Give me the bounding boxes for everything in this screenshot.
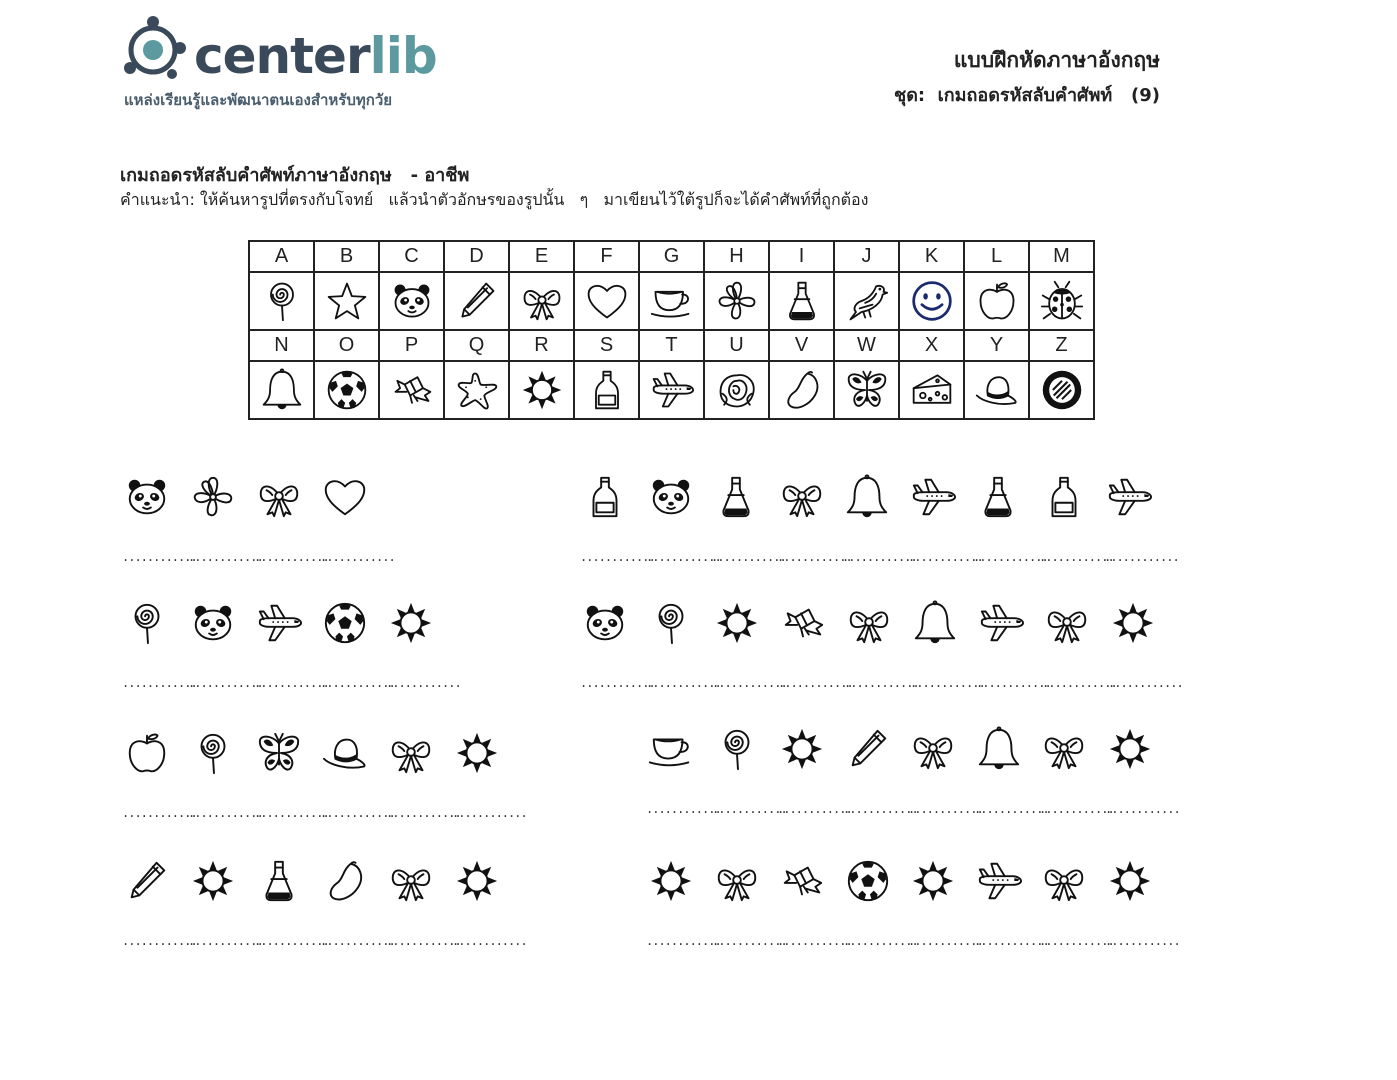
centerlib-logo: [120, 14, 450, 114]
answer-blank[interactable]: ............: [320, 934, 395, 948]
puzzle-cell: [320, 858, 395, 968]
puzzle-cell: [122, 600, 197, 710]
puzzle-cell: [843, 858, 918, 968]
puzzle-cell: [122, 858, 197, 968]
answer-blank[interactable]: ............: [122, 676, 197, 690]
key-letter: V: [769, 330, 834, 361]
key-letter: E: [509, 241, 574, 272]
puzzle-cell: [777, 726, 852, 836]
answer-blank[interactable]: ............: [188, 550, 263, 564]
key-icon-cell: [769, 272, 834, 330]
airplane-icon: [640, 368, 703, 412]
puzzle-cell: [188, 730, 263, 840]
answer-blank[interactable]: ............: [1042, 676, 1117, 690]
puzzle-cell: [1105, 858, 1180, 968]
key-icon-cell: [834, 361, 899, 419]
puzzle-cell: [646, 600, 721, 710]
puzzle-cell: [386, 858, 461, 968]
key-icon-cell: [314, 361, 379, 419]
answer-blank[interactable]: ............: [908, 934, 983, 948]
key-icon-cell: [1029, 272, 1094, 330]
puzzle-cell: [712, 858, 787, 968]
key-letter: N: [249, 330, 314, 361]
puzzle-cell: [646, 858, 721, 968]
key-icon-cell: [379, 361, 444, 419]
key-letters-row-1: [249, 241, 1094, 272]
puzzle-cell: [320, 730, 395, 840]
puzzle-cell: [778, 600, 853, 710]
key-letters-row-2: [249, 330, 1094, 361]
key-icon-cell: [509, 361, 574, 419]
cheese-icon: [900, 368, 963, 412]
ladybug-icon: [1030, 279, 1093, 323]
key-icon-cell: [509, 272, 574, 330]
key-icon-cell: [444, 272, 509, 330]
answer-blank[interactable]: ............: [712, 676, 787, 690]
answer-blank[interactable]: ............: [712, 934, 787, 948]
puzzle-cell: [386, 600, 461, 710]
key-icon-cell: [314, 272, 379, 330]
answer-blank[interactable]: ............: [254, 806, 329, 820]
puzzle-cell: [973, 474, 1048, 584]
answer-blank[interactable]: ............: [843, 934, 918, 948]
worksheet-series: ชุด: เกมถอดรหัสลับคำศัพท์ (9): [893, 85, 1160, 106]
heart-icon: [575, 279, 638, 323]
answer-blank[interactable]: ............: [1039, 550, 1114, 564]
puzzle-cell: [976, 600, 1051, 710]
no-sign-icon: [1030, 368, 1093, 412]
answer-blank[interactable]: ............: [1104, 550, 1179, 564]
answer-blank[interactable]: ............: [254, 550, 329, 564]
answer-blank[interactable]: ............: [122, 806, 197, 820]
puzzle-cell: [711, 474, 786, 584]
soccer-ball-icon: [315, 368, 378, 412]
key-icon-cell: [964, 272, 1029, 330]
centerlib-logo-icon: [120, 14, 190, 86]
key-icon-cell: [639, 361, 704, 419]
puzzle-cell: [1039, 726, 1114, 836]
answer-blank[interactable]: ............: [777, 550, 852, 564]
puzzle-cell: [1039, 474, 1114, 584]
answer-blank[interactable]: ............: [976, 676, 1051, 690]
puzzle-cell: [122, 730, 197, 840]
puzzle-cell: [188, 474, 263, 584]
puzzle-cell: [646, 726, 721, 836]
star-icon: [315, 279, 378, 323]
flower-icon: [705, 279, 768, 323]
answer-blank[interactable]: ............: [646, 934, 721, 948]
answer-blank[interactable]: ............: [908, 802, 983, 816]
puzzle-cell: [777, 474, 852, 584]
key-icon-cell: [899, 272, 964, 330]
key-letter: I: [769, 241, 834, 272]
key-letter: B: [314, 241, 379, 272]
puzzle-cell: [254, 600, 329, 710]
answer-blank[interactable]: ............: [778, 676, 853, 690]
key-letter: L: [964, 241, 1029, 272]
answer-blank[interactable]: ............: [254, 934, 329, 948]
brand-name: [194, 26, 437, 86]
cabbage-icon: [705, 368, 768, 412]
sun-icon: [510, 368, 573, 412]
puzzle-cell: [908, 858, 983, 968]
key-icon-cell: [249, 272, 314, 330]
brand-name-part2: lib: [369, 27, 437, 85]
answer-blank[interactable]: ............: [320, 550, 395, 564]
brand-name-part1: center: [194, 27, 370, 85]
key-icon-cell: [899, 361, 964, 419]
key-icon-cell: [704, 361, 769, 419]
key-icon-cell: [639, 272, 704, 330]
key-letter: H: [704, 241, 769, 272]
puzzle-cell: [712, 600, 787, 710]
answer-blank[interactable]: ............: [188, 934, 263, 948]
puzzle-cell: [320, 600, 395, 710]
key-letter: D: [444, 241, 509, 272]
answer-blank[interactable]: ............: [1108, 676, 1183, 690]
answer-blank[interactable]: ............: [974, 934, 1049, 948]
answer-blank[interactable]: ............: [842, 550, 917, 564]
key-letter: Q: [444, 330, 509, 361]
bow-icon: [510, 279, 573, 323]
puzzle-cell: [1039, 858, 1114, 968]
answer-blank[interactable]: ............: [711, 550, 786, 564]
puzzle-cell: [254, 474, 329, 584]
key-letter: K: [899, 241, 964, 272]
bottle-icon: [575, 368, 638, 412]
key-icon-cell: [444, 361, 509, 419]
answer-blank[interactable]: ............: [320, 676, 395, 690]
key-letter: J: [834, 241, 899, 272]
puzzle-cell: [320, 474, 395, 584]
key-icon-cell: [964, 361, 1029, 419]
puzzle-cell: [580, 600, 655, 710]
key-letter: S: [574, 330, 639, 361]
key-icon-cell: [249, 361, 314, 419]
puzzle-cell: [188, 858, 263, 968]
answer-blank[interactable]: ............: [122, 550, 197, 564]
answer-blank[interactable]: ............: [188, 676, 263, 690]
answer-blank[interactable]: ............: [974, 802, 1049, 816]
key-letter: G: [639, 241, 704, 272]
mango-icon: [770, 368, 833, 412]
puzzle-cell: [580, 474, 655, 584]
key-letter: R: [509, 330, 574, 361]
answer-blank[interactable]: ............: [580, 676, 655, 690]
puzzle-cell: [777, 858, 852, 968]
answer-blank[interactable]: ............: [1105, 802, 1180, 816]
answer-blank[interactable]: ............: [452, 934, 527, 948]
key-letter: T: [639, 330, 704, 361]
key-icon-cell: [704, 272, 769, 330]
answer-blank[interactable]: ............: [254, 676, 329, 690]
hat-icon: [965, 368, 1028, 412]
puzzle-cell: [122, 474, 197, 584]
bird-icon: [835, 279, 898, 323]
game-title: เกมถอดรหัสลับคำศัพท์ภาษาอังกฤษ - อาชีพ: [120, 165, 470, 186]
key-icon-cell: [574, 272, 639, 330]
key-icons-row-2: [249, 361, 1094, 419]
key-letter: W: [834, 330, 899, 361]
puzzle-cell: [1105, 726, 1180, 836]
key-letter: X: [899, 330, 964, 361]
answer-blank[interactable]: ............: [843, 802, 918, 816]
key-letter: U: [704, 330, 769, 361]
key-letter: A: [249, 241, 314, 272]
answer-blank[interactable]: ............: [646, 802, 721, 816]
key-letter: Z: [1029, 330, 1094, 361]
puzzle-cell: [908, 474, 983, 584]
bell-icon: [250, 368, 313, 412]
answer-blank[interactable]: ............: [386, 676, 461, 690]
puzzle-cell: [908, 726, 983, 836]
key-letter: O: [314, 330, 379, 361]
answer-blank[interactable]: ............: [908, 550, 983, 564]
instructions-text: คำแนะนำ: ให้ค้นหารูปที่ตรงกับโจทย์ แล้วนำตัวอักษรของรูปนั้น ๆ มาเขียนไว้ใต้รูปก็จะได้คำศัพท์ที่ถูกต้อง: [120, 190, 869, 209]
key-icons-row-1: [249, 272, 1094, 330]
puzzle-cell: [712, 726, 787, 836]
puzzle-cell: [844, 600, 919, 710]
lollipop-icon: [250, 279, 313, 323]
answer-blank[interactable]: ............: [386, 806, 461, 820]
puzzle-cell: [1104, 474, 1179, 584]
butterfly-icon: [835, 368, 898, 412]
key-letter: M: [1029, 241, 1094, 272]
puzzle-cell: [386, 730, 461, 840]
candy-icon: [380, 368, 443, 412]
key-letter: P: [379, 330, 444, 361]
puzzle-cell: [974, 726, 1049, 836]
answer-blank[interactable]: ............: [777, 802, 852, 816]
answer-blank[interactable]: ............: [777, 934, 852, 948]
key-icon-cell: [574, 361, 639, 419]
puzzle-cell: [452, 858, 527, 968]
key-letter: F: [574, 241, 639, 272]
answer-blank[interactable]: ............: [844, 676, 919, 690]
puzzle-cell: [1108, 600, 1183, 710]
brand-tagline: แหล่งเรียนรู้และพัฒนาตนเองสำหรับทุกวัย: [124, 91, 393, 109]
puzzle-cell: [1042, 600, 1117, 710]
key-icon-cell: [1029, 361, 1094, 419]
smiley-icon: [900, 279, 963, 323]
answer-blank[interactable]: ............: [188, 806, 263, 820]
answer-blank[interactable]: ............: [646, 550, 721, 564]
puzzle-cell: [842, 474, 917, 584]
answer-blank[interactable]: ............: [1105, 934, 1180, 948]
puzzle-cell: [974, 858, 1049, 968]
key-icon-cell: [834, 272, 899, 330]
answer-blank[interactable]: ............: [910, 676, 985, 690]
answer-blank[interactable]: ............: [1039, 802, 1114, 816]
answer-blank[interactable]: ............: [646, 676, 721, 690]
apple-icon: [965, 279, 1028, 323]
cup-icon: [640, 279, 703, 323]
answer-blank[interactable]: ............: [580, 550, 655, 564]
answer-blank[interactable]: ............: [1039, 934, 1114, 948]
puzzle-cell: [646, 474, 721, 584]
puzzle-cell: [254, 858, 329, 968]
panda-icon: [380, 279, 443, 323]
puzzle-cell: [910, 600, 985, 710]
puzzle-cell: [188, 600, 263, 710]
puzzle-cell: [843, 726, 918, 836]
cipher-key-table: [248, 240, 1095, 420]
key-icon-cell: [379, 272, 444, 330]
puzzle-cell: [452, 730, 527, 840]
answer-blank[interactable]: ............: [712, 802, 787, 816]
puzzle-cell: [254, 730, 329, 840]
key-letter: Y: [964, 330, 1029, 361]
answer-blank[interactable]: ............: [386, 934, 461, 948]
starfish-icon: [445, 368, 508, 412]
flask-icon: [770, 279, 833, 323]
answer-blank[interactable]: ............: [973, 550, 1048, 564]
worksheet-title: แบบฝึกหัดภาษาอังกฤษ: [953, 48, 1160, 72]
key-letter: C: [379, 241, 444, 272]
key-icon-cell: [769, 361, 834, 419]
answer-blank[interactable]: ............: [452, 806, 527, 820]
answer-blank[interactable]: ............: [122, 934, 197, 948]
answer-blank[interactable]: ............: [320, 806, 395, 820]
pencil-icon: [445, 279, 508, 323]
